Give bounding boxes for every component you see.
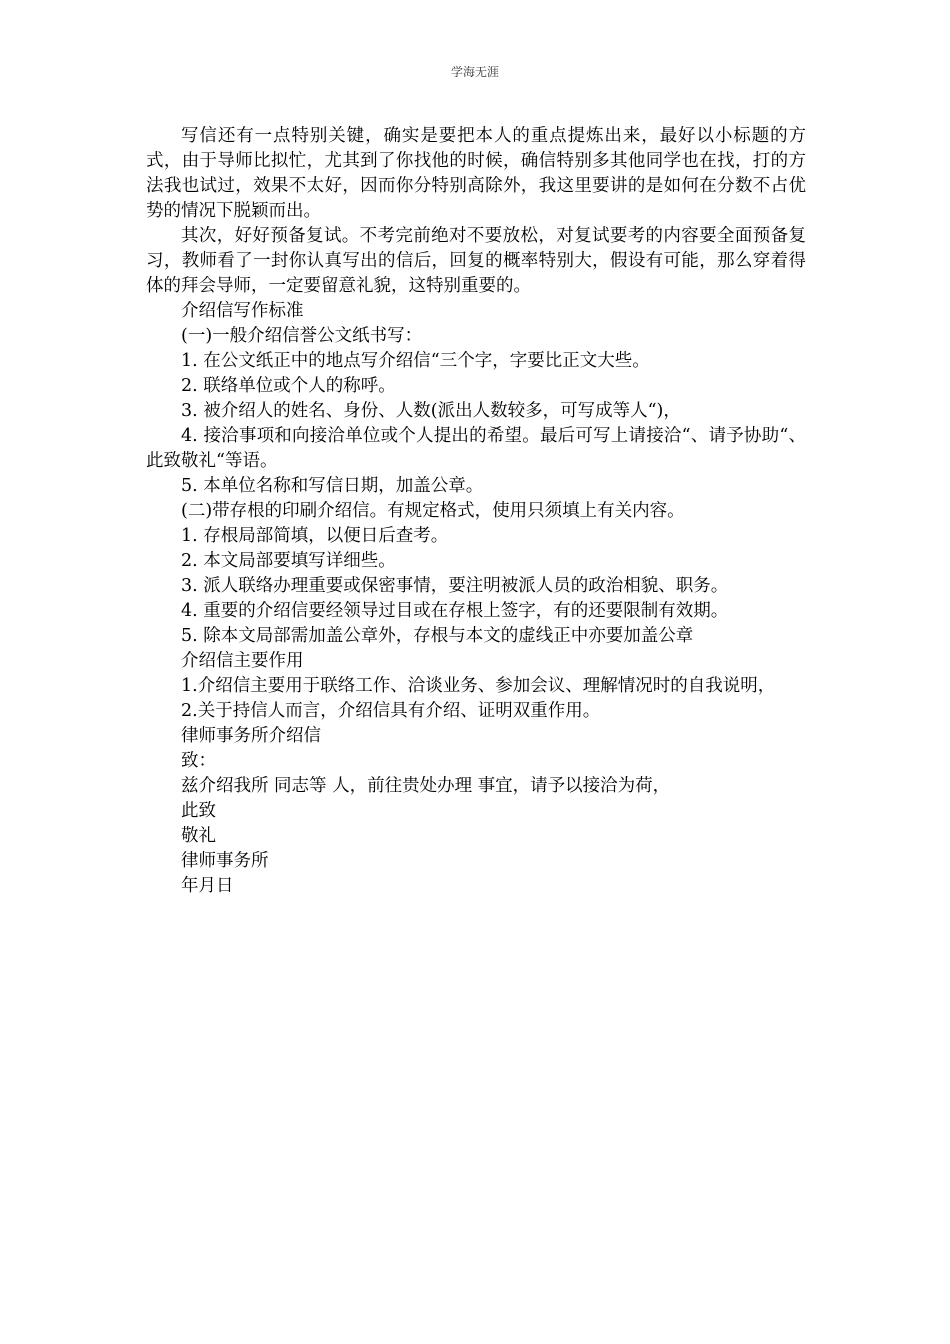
list-item: 2. 联络单位或个人的称呼。 (181, 376, 396, 396)
section-heading: 介绍信主要作用 (181, 651, 304, 671)
paragraph: 其次，好好预备复试。不考完前绝对不要放松，对复试要考的内容要全面预备复习，教师看了一封你认真写出的信后，回复的概率特别大，假设有可能，那么穿着得体的拜会导师，一定要留意礼貌，这特别重要的。 (146, 226, 806, 296)
list-item: 4. 接洽事项和向接洽单位或个人提出的希望。最后可写上请接洽“、请予协助“、此致敬礼“等语。 (146, 426, 806, 471)
paragraph: 写信还有一点特别关键，确实是要把本人的重点提炼出来，最好以小标题的方式，由于导师比拟忙，尤其到了你找他的时候，确信特别多其他同学也在找，打的方法我也试过，效果不太好，因而你分特别高除外，我这里要讲的是如何在分数不占优势的情况下脱颖而出。 (146, 126, 806, 221)
letter-closing: 此致 (181, 801, 216, 821)
list-item: 4. 重要的介绍信要经领导过目或在存根上签字，有的还要限制有效期。 (181, 601, 729, 621)
list-item: 1. 存根局部简填，以便日后查考。 (181, 526, 449, 546)
page-header: 学海无涯 (450, 65, 499, 79)
paragraph: (一)一般介绍信誉公文纸书写： (181, 326, 423, 346)
list-item: 5. 除本文局部需加盖公章外，存根与本文的虚线正中亦要加盖公章 (181, 626, 694, 646)
list-item: 3. 派人联络办理重要或保密事情，要注明被派人员的政治相貌、职务。 (181, 576, 729, 596)
letter-signature: 律师事务所 (181, 851, 269, 871)
list-item: 5. 本单位名称和写信日期，加盖公章。 (181, 476, 484, 496)
list-item: 2. 本文局部要填写详细些。 (181, 551, 396, 571)
section-heading: 介绍信写作标准 (181, 301, 304, 321)
letter-body: 兹介绍我所 同志等 人，前往贵处办理 事宜，请予以接洽为荷， (181, 776, 671, 796)
letter-closing: 敬礼 (181, 826, 216, 846)
letter-title: 律师事务所介绍信 (181, 726, 321, 746)
list-item: 1. 在公文纸正中的地点写介绍信“三个字，字要比正文大些。 (181, 351, 650, 371)
list-item: 3. 被介绍人的姓名、身份、人数(派出人数较多，可写成等人“)， (181, 401, 681, 421)
paragraph: (二)带存根的印刷介绍信。有规定格式，使用只须填上有关内容。 (181, 501, 685, 521)
list-item: 1.介绍信主要用于联络工作、洽谈业务、参加会议、理解情况时的自我说明， (181, 676, 776, 696)
list-item: 2.关于持信人而言，介绍信具有介绍、证明双重作用。 (181, 701, 601, 721)
letter-salutation: 致： (181, 751, 216, 771)
document-body (146, 124, 806, 899)
letter-date: 年月日 (181, 876, 234, 896)
